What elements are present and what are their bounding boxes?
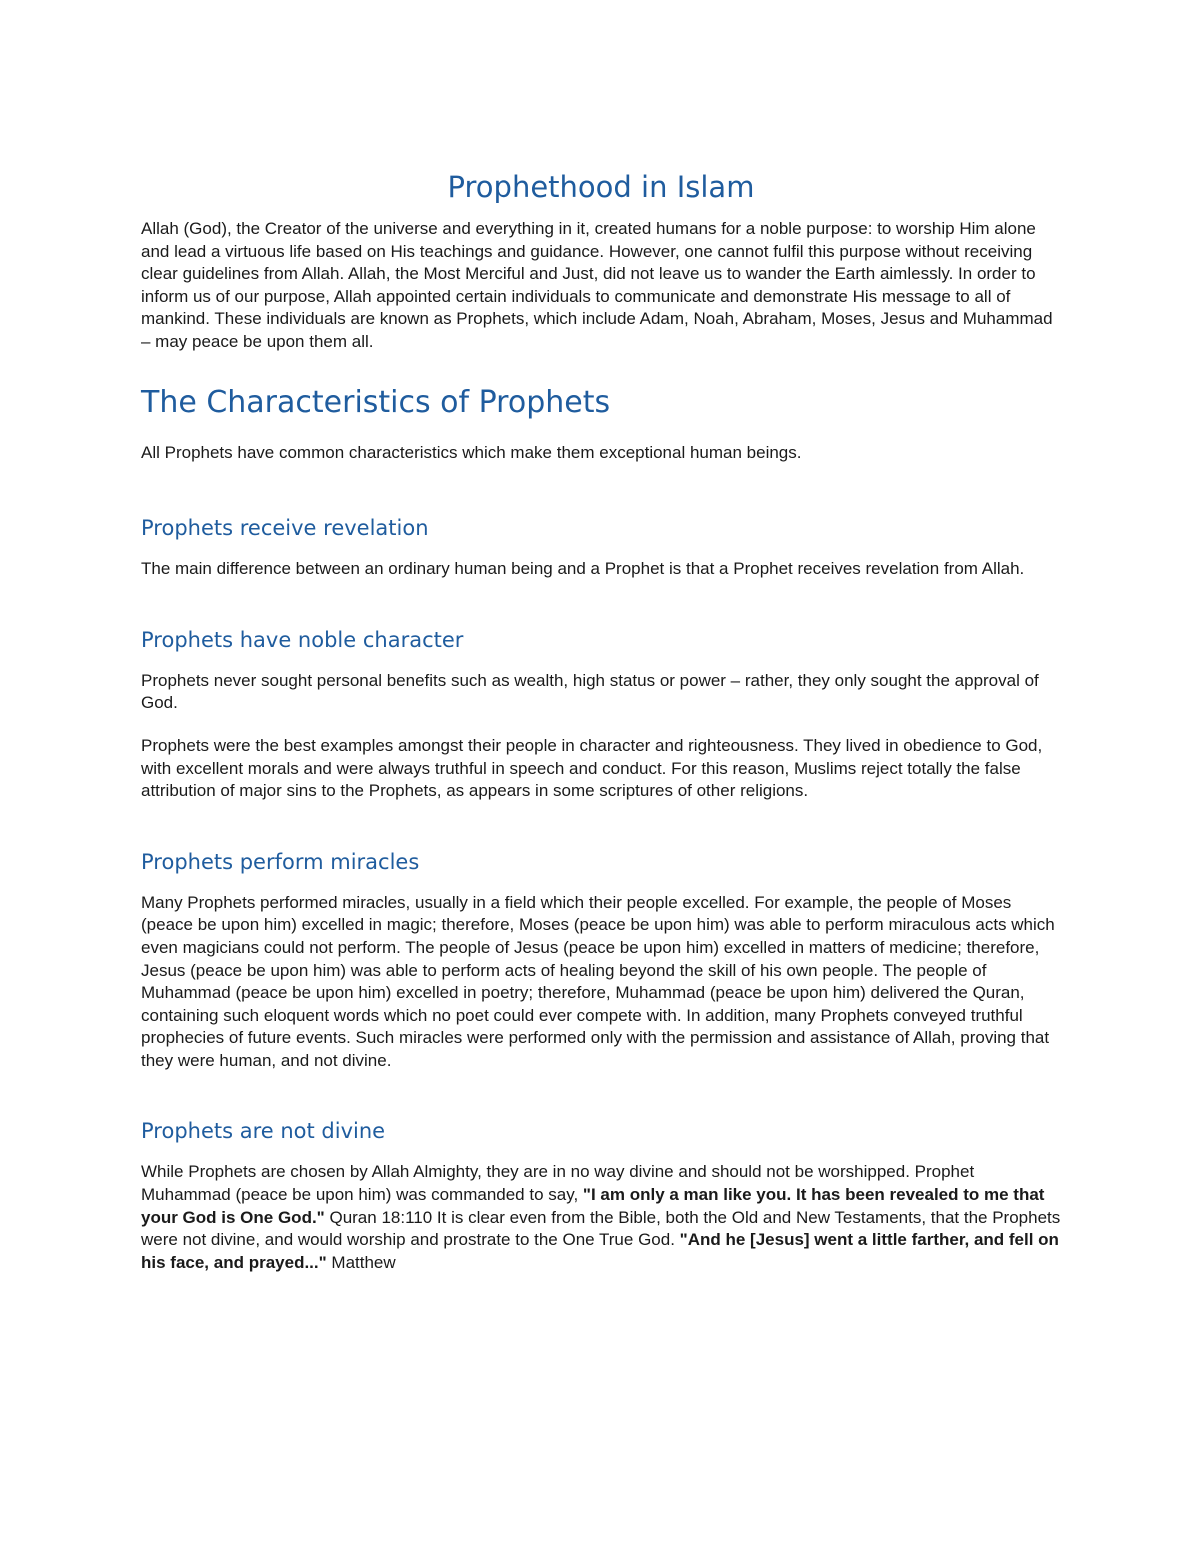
subheading-miracles: Prophets perform miracles	[141, 849, 420, 874]
intro-paragraph: Allah (God), the Creator of the universe and everything in it, created humans for a noble purpose: to worship Him alone and lead a virtuous life based on His teachings and guidance. However, one cannot fulfil this purpose without receiving clear guidelines from Allah. Allah, the Most Merciful and Just, did not leave us to wander the Earth aimlessly. In order to inform us of our purpose, Allah appointed certain individuals to communicate and demonstrate His message to all of mankind. These individuals are known as Prophets, which include Adam, Noah, Abraham, Moses, Jesus and Muhammad – may peace be upon them all.	[141, 219, 1053, 351]
subheading-revelation: Prophets receive revelation	[141, 516, 429, 541]
subheading-not-divine: Prophets are not divine	[141, 1119, 386, 1144]
not-divine-text-3: Matthew	[326, 1252, 396, 1272]
section-lead-paragraph: All Prophets have common characteristics which make them exceptional human beings.	[141, 442, 802, 462]
document-page	[141, 168, 1061, 1274]
subheading-noble-character: Prophets have noble character	[141, 627, 464, 652]
document-title: Prophethood in Islam	[447, 170, 755, 204]
revelation-paragraph: The main difference between an ordinary human being and a Prophet is that a Prophet receives revelation from Allah.	[141, 559, 1025, 579]
not-divine-text-2: Quran 18:110 It is clear even from the Bible, both the Old and New Testaments, that the Prophets were not divine, and would worship and prostrate to the One True God.	[141, 1207, 1061, 1250]
not-divine-paragraph	[141, 1161, 1061, 1274]
miracles-paragraph: Many Prophets performed miracles, usually in a field which their people excelled. For example, the people of Moses (peace be upon him) excelled in magic; therefore, Moses (peace be upon him) was able to perform miraculous acts which even magicians could not perform. The people of Jesus (peace be upon him) excelled in matters of medicine; therefore, Jesus (peace be upon him) was able to perform acts of healing beyond the skill of his own people. The people of Muhammad (peace be upon him) excelled in poetry; therefore, Muhammad (peace be upon him) delivered the Quran, containing such eloquent words which no poet could ever compete with. In addition, many Prophets conveyed truthful prophecies of future events. Such miracles were performed only with the permission and assistance of Allah, proving that they were human, and not divine.	[141, 892, 1055, 1070]
bible-quote: "And he [Jesus] went a little farther, and fell on his face, and prayed..."	[141, 1230, 1059, 1272]
not-divine-text-1: While Prophets are chosen by Allah Almighty, they are in no way divine and should not be worshipped. Prophet Muhammad (peace be upon him) was commanded to say,	[141, 1162, 975, 1205]
noble-character-paragraph-2: Prophets were the best examples amongst their people in character and righteousness. They lived in obedience to God, with excellent morals and were always truthful in speech and conduct. For this reason, Muslims reject totally the false attribution of major sins to the Prophets, as appears in some scriptures of other religions.	[141, 735, 1043, 801]
quran-quote: "I am only a man like you. It has been revealed to me that your God is One God."	[141, 1185, 1045, 1227]
section-heading: The Characteristics of Prophets	[141, 384, 611, 420]
noble-character-paragraph-1: Prophets never sought personal benefits such as wealth, high status or power – rather, they only sought the approval of God.	[141, 670, 1039, 713]
